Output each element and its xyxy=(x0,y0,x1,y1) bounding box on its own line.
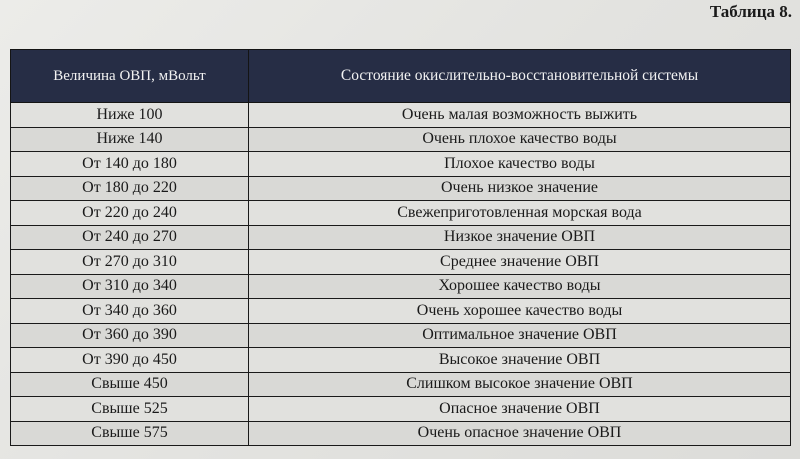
state-cell: Опасное значение ОВП xyxy=(249,397,791,422)
table-row xyxy=(11,421,791,446)
ovp-value-cell: От 220 до 240 xyxy=(11,201,249,226)
column-header-system-state: Состояние окислительно-восстановительной системы xyxy=(249,50,791,103)
table-caption: Таблица 8. xyxy=(709,2,792,21)
ovp-value-cell: Ниже 100 xyxy=(11,103,249,128)
table-row xyxy=(11,372,791,397)
table-row xyxy=(11,176,791,201)
ovp-value-cell: От 180 до 220 xyxy=(11,176,249,201)
ovp-table xyxy=(10,49,791,446)
table-row xyxy=(11,201,791,226)
state-cell: Очень хорошее качество воды xyxy=(249,299,791,324)
table-row xyxy=(11,323,791,348)
state-cell: Низкое значение ОВП xyxy=(249,225,791,250)
column-header-ovp-value: Величина ОВП, мВольт xyxy=(11,50,249,103)
state-cell: Свежеприготовленная морская вода xyxy=(249,201,791,226)
ovp-value-cell: От 360 до 390 xyxy=(11,323,249,348)
state-cell: Очень плохое качество воды xyxy=(249,127,791,152)
table-row xyxy=(11,152,791,177)
state-cell: Очень малая возможность выжить xyxy=(249,103,791,128)
table-row xyxy=(11,225,791,250)
ovp-value-cell: Свыше 450 xyxy=(11,372,249,397)
state-cell: Плохое качество воды xyxy=(249,152,791,177)
state-cell: Хорошее качество воды xyxy=(249,274,791,299)
state-cell: Слишком высокое значение ОВП xyxy=(249,372,791,397)
ovp-value-cell: Свыше 575 xyxy=(11,421,249,446)
state-cell: Среднее значение ОВП xyxy=(249,250,791,275)
state-cell: Очень опасное значение ОВП xyxy=(249,421,791,446)
state-cell: Очень низкое значение xyxy=(249,176,791,201)
ovp-value-cell: Ниже 140 xyxy=(11,127,249,152)
ovp-value-cell: От 390 до 450 xyxy=(11,348,249,373)
table-row xyxy=(11,127,791,152)
ovp-value-cell: От 270 до 310 xyxy=(11,250,249,275)
table-row xyxy=(11,299,791,324)
ovp-value-cell: От 240 до 270 xyxy=(11,225,249,250)
ovp-value-cell: Свыше 525 xyxy=(11,397,249,422)
table-row xyxy=(11,274,791,299)
header-row xyxy=(11,50,791,103)
table-row xyxy=(11,397,791,422)
ovp-value-cell: От 340 до 360 xyxy=(11,299,249,324)
state-cell: Оптимальное значение ОВП xyxy=(249,323,791,348)
table-row xyxy=(11,103,791,128)
ovp-value-cell: От 140 до 180 xyxy=(11,152,249,177)
table-row xyxy=(11,348,791,373)
state-cell: Высокое значение ОВП xyxy=(249,348,791,373)
ovp-value-cell: От 310 до 340 xyxy=(11,274,249,299)
table-row xyxy=(11,250,791,275)
